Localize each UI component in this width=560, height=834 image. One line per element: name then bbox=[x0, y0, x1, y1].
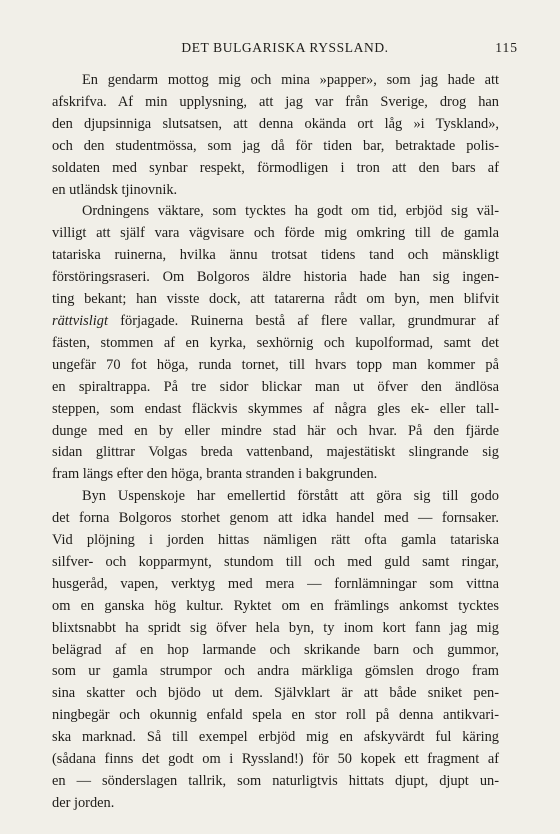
text-line: sidan glittrar Volgas breda vattenband, majestätiskt slingrande sig bbox=[52, 444, 499, 461]
page-header bbox=[52, 40, 518, 62]
text-line: sina skatter och bjödo ut dem. Självklart är att både sniket pen- bbox=[52, 685, 499, 702]
text-line: Ordningens väktare, som tycktes ha godt om tid, erbjöd sig väl- bbox=[82, 203, 499, 220]
text-line: ting bekant; han visste dock, att tatarerna rådt om byn, men blifvit bbox=[52, 291, 499, 308]
text-line: Vid plöjning i jorden hittas nämligen rätt ofta gamla tatariska bbox=[52, 532, 499, 549]
running-title: DET BULGARISKA RYSSLAND. bbox=[181, 40, 389, 55]
text-line: den djupsinniga slutsatsen, att denna okända ort låg »i Tyskland», bbox=[52, 115, 499, 132]
text-line: der jorden. bbox=[52, 794, 115, 811]
text-line: ungefär 70 fot höga, runda tornet, till hvars topp man kommer på bbox=[52, 356, 499, 373]
text-line: husgeråd, vapen, verktyg med mera — fornlämningar som vittna bbox=[52, 575, 499, 592]
text-line: om en ganska hög kultur. Ryktet om en främlings ankomst tycktes bbox=[52, 597, 499, 614]
text-line-italic-lead: rättvisligt förjagade. Ruinerna bestå af flere vallar, grundmurar af bbox=[52, 312, 499, 329]
text-line: en — sönderslagen tallrik, som naturligtvis hittats djupt, djupt un- bbox=[52, 773, 499, 789]
text-line: steppen, som endast fläckvis skymmes af några gles ek- eller tall- bbox=[52, 400, 499, 417]
text-line: och den studentmössa, som jag då för tiden bar, betraktade polis- bbox=[52, 137, 499, 154]
italic-word: rättvisligt bbox=[52, 312, 108, 329]
paragraph-1 bbox=[52, 70, 499, 201]
text-line: En gendarm mottog mig och mina »papper», som jag hade att bbox=[82, 72, 499, 88]
text-line: Byn Uspenskoje har emellertid förstått att göra sig till godo bbox=[82, 488, 499, 505]
body-text bbox=[52, 70, 499, 815]
text-line: soldaten med synbar respekt, förmodligen i tron att den bars af bbox=[52, 159, 499, 176]
text-line: fram längs efter den höga, branta stranden i bakgrunden. bbox=[52, 466, 378, 483]
text-line: blixtsnabbt ha spridt sig öfver hela byn, ty inom kort fann jag mig bbox=[52, 619, 499, 636]
paragraph-3 bbox=[52, 486, 499, 815]
text-line: silfver- och kopparmynt, stundom till och med guld samt ringar, bbox=[52, 553, 499, 570]
text-line: afskrifva. Af min upplysning, att jag var från Sverige, drog han bbox=[52, 93, 499, 110]
text-line: ska marknad. Så till exempel erbjöd mig en afskyvärdt ful käring bbox=[52, 729, 499, 746]
text-line: en spiraltrappa. På tre sidor blickar man ut öfver den ändlösa bbox=[52, 378, 499, 395]
paragraph-2 bbox=[52, 201, 499, 486]
text-line: villigt att själf vara vägvisare och förde mig omkring till de gamla bbox=[52, 225, 499, 242]
page-number: 115 bbox=[495, 40, 518, 55]
text-line: belägrad af en hop larmande och skrikande barn och gummor, bbox=[52, 641, 499, 658]
text-line: som ur gamla strumpor och andra märkliga gömslen drogo fram bbox=[52, 663, 499, 680]
text-line: fästen, stommen af en kyrka, sexhörnig och kupolformad, samt det bbox=[52, 334, 499, 351]
text-line: tatariska ruinerna, hvilka ännu trotsat tidens tand och mänskligt bbox=[52, 247, 499, 264]
text-line: (sådana finns det godt om i Ryssland!) för 50 kopek ett fragment af bbox=[52, 751, 499, 768]
text-line: en utländsk tjinovnik. bbox=[52, 181, 178, 198]
text-line: det forna Bolgoros storhet genom att idka handel med — fornsaker. bbox=[52, 510, 499, 527]
text-line: förstöringsraseri. Om Bolgoros äldre historia hade han sig ingen- bbox=[52, 269, 499, 286]
text-line: dunge med en by eller mindre stad här och hvar. På den fjärde bbox=[52, 422, 499, 439]
text-line: ningbegär och okunnig enfald spela en stor roll på denna antikvari- bbox=[52, 707, 499, 724]
